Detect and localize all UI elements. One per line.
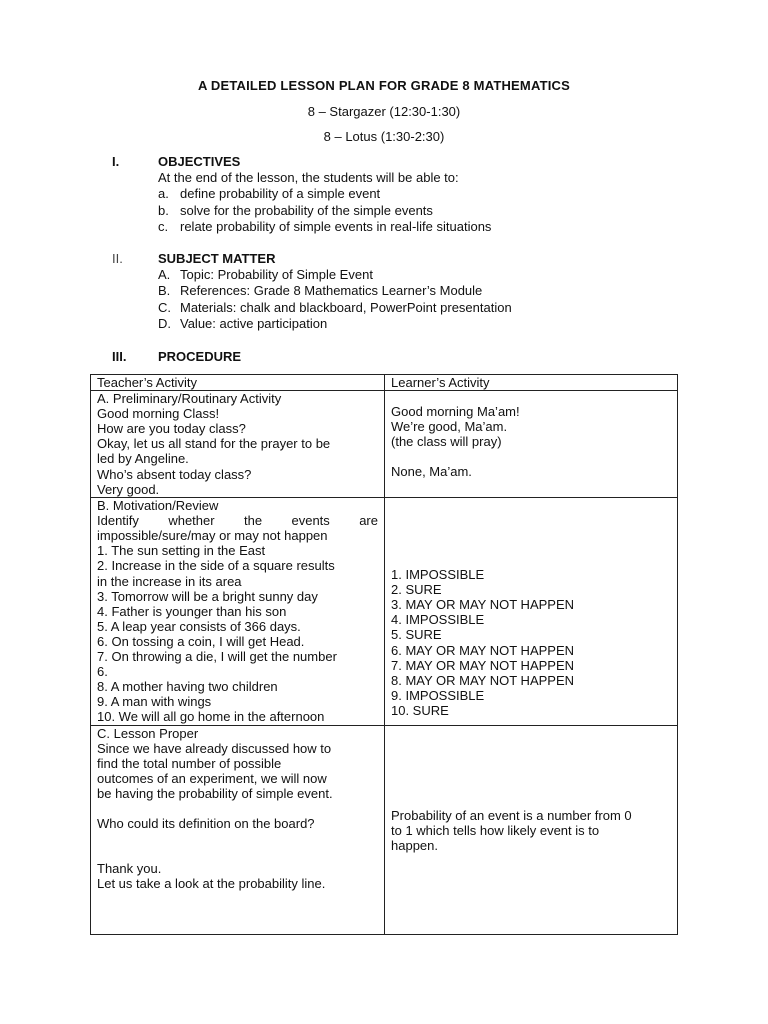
table-row [91,498,678,725]
teacher-line: Okay, let us all stand for the prayer to be [97,436,331,452]
teacher-activity-header: Teacher’s Activity [91,375,385,391]
table-header-row [91,375,678,391]
learner-line: 4. IMPOSSIBLE [391,612,485,628]
learner-line: to 1 which tells how likely event is to [391,822,600,838]
teacher-line: 9. A man with wings [97,694,212,710]
learner-cell-lesson-proper [385,725,678,934]
teacher-spacer [97,831,378,846]
table-row [91,391,678,498]
learner-spacer [391,449,671,464]
subject-text: Value: active participation [180,316,328,332]
procedure-table [90,374,678,935]
subject-label: B. [158,283,171,299]
learner-line: 9. IMPOSSIBLE [391,687,485,703]
teacher-line: 8. A mother having two children [97,679,278,695]
teacher-line: 3. Tomorrow will be a bright sunny day [97,588,318,604]
subject-item [158,267,512,283]
learner-line: None, Ma’am. [391,464,472,480]
table-row [91,725,678,934]
subject-matter-heading: SUBJECT MATTER [158,251,276,266]
learner-line: Good morning Ma’am! [391,404,520,420]
teacher-spacer [97,801,378,816]
learner-line: 8. MAY OR MAY NOT HAPPEN [391,672,575,688]
teacher-line: Identify whether the events are [97,513,378,529]
learner-line: happen. [391,837,438,853]
document-title: A DETAILED LESSON PLAN FOR GRADE 8 MATHEMATICS [197,78,570,93]
row-title: C. Lesson Proper [97,725,199,741]
subject-text: Materials: chalk and blackboard, PowerPoint presentation [180,299,512,315]
objectives-number: I. [112,154,120,169]
teacher-line: impossible/sure/may or may not happen [97,528,328,544]
objective-label: b. [158,202,169,218]
teacher-line: Since we have already discussed how to [97,740,332,756]
teacher-line: Thank you. [97,861,162,877]
subject-item [158,283,512,299]
objective-item [158,219,491,235]
subject-label: D. [158,316,171,332]
objectives-intro: At the end of the lesson, the students will be able to: [158,170,459,185]
teacher-line: 6. On tossing a coin, I will get Head. [97,633,305,649]
teacher-line: Who’s absent today class? [97,466,252,482]
learner-cell-preliminary [385,391,678,498]
learner-line: We’re good, Ma’am. [391,419,508,435]
teacher-line: How are you today class? [97,421,246,437]
row-title: A. Preliminary/Routinary Activity [97,391,282,407]
subject-text: Topic: Probability of Simple Event [180,267,373,282]
subject-matter-body [158,267,512,333]
learner-line: 5. SURE [391,627,442,643]
teacher-line: in the increase in its area [97,573,242,589]
teacher-line: be having the probability of simple event. [97,785,333,801]
teacher-line: 7. On throwing a die, I will get the number [97,649,337,665]
objective-item [158,186,491,202]
learner-line: 10. SURE [391,702,449,718]
learner-line: 3. MAY OR MAY NOT HAPPEN [391,597,575,613]
procedure-number: III. [112,349,127,364]
objective-text: relate probability of simple events in real-life situations [180,219,492,235]
teacher-cell-lesson-proper [91,725,385,934]
teacher-line: 5. A leap year consists of 366 days. [97,618,301,634]
teacher-line: Very good. [97,481,160,497]
teacher-line: 6. [97,664,108,680]
section-line-lotus: 8 – Lotus (1:30-2:30) [323,129,445,144]
objective-label: a. [158,186,169,202]
objectives-heading: OBJECTIVES [158,154,241,169]
objectives-body [158,170,491,236]
teacher-cell-motivation [91,498,385,725]
teacher-cell-preliminary [91,391,385,498]
section-line-stargazer: 8 – Stargazer (12:30-1:30) [307,104,461,119]
subject-label: A. [158,267,171,282]
learner-activity-header: Learner’s Activity [385,375,678,391]
subject-text: References: Grade 8 Mathematics Learner’s Module [180,283,483,299]
teacher-line: Let us take a look at the probability line. [97,876,326,892]
objective-item [158,203,491,219]
learner-line: 6. MAY OR MAY NOT HAPPEN [391,642,575,658]
objective-text: define probability of a simple event [180,186,381,202]
learner-line: 2. SURE [391,582,442,598]
teacher-line: 10. We will all go home in the afternoon [97,709,325,725]
objective-label: c. [158,219,169,235]
teacher-line: Who could its definition on the board? [97,815,315,831]
learner-line: (the class will pray) [391,434,502,450]
procedure-heading: PROCEDURE [158,349,242,364]
teacher-spacer [97,846,378,861]
learner-line: 1. IMPOSSIBLE [391,567,485,583]
teacher-line: Good morning Class! [97,406,220,422]
subject-label: C. [158,299,171,315]
teacher-line: 4. Father is younger than his son [97,603,287,619]
teacher-line: outcomes of an experiment, we will now [97,770,327,786]
subject-item [158,300,512,316]
teacher-line: 1. The sun setting in the East [97,543,266,559]
learner-line: 7. MAY OR MAY NOT HAPPEN [391,657,575,673]
teacher-line: 2. Increase in the side of a square results [97,558,335,574]
subject-item [158,316,512,332]
teacher-line: led by Angeline. [97,451,189,467]
learner-cell-motivation [385,498,678,725]
teacher-line: find the total number of possible [97,755,282,771]
learner-line: Probability of an event is a number from 0 [391,807,632,823]
row-title: B. Motivation/Review [97,498,219,514]
subject-matter-number: II. [112,251,123,266]
objective-text: solve for the probability of the simple events [180,202,433,218]
